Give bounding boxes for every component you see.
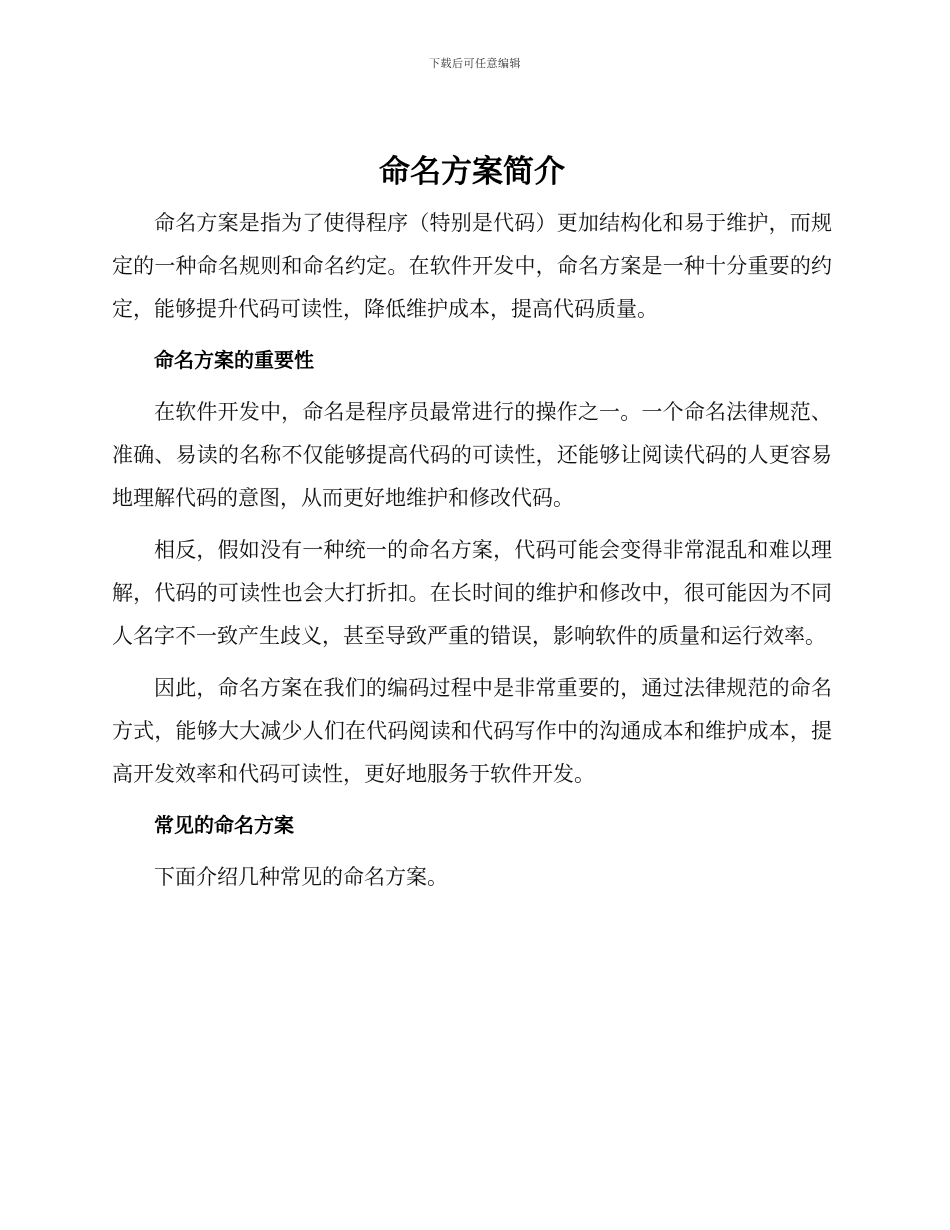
common-schemes-paragraph-1: 下面介绍几种常见的命名方案。 (154, 865, 448, 889)
importance-paragraph-2: 相反，假如没有一种统一的命名方案，代码可能会变得非常混乱和难以理解，代码的可读性也会大打折扣。在长时间的维护和修改中，很可能因为不同人名字不一致产生歧义，甚至导致严重的错误，影响软件的质量和运行效率。 (112, 538, 832, 648)
document-body (112, 150, 832, 899)
section-heading-common-schemes: 常见的命名方案 (154, 813, 294, 837)
document-title: 命名方案简介 (379, 154, 565, 190)
importance-paragraph-3: 因此，命名方案在我们的编码过程中是非常重要的，通过法律规范的命名方式，能够大大减少人们在代码阅读和代码写作中的沟通成本和维护成本，提高开发效率和代码可读性，更好地服务于软件开发。 (112, 676, 832, 786)
importance-paragraph-1: 在软件开发中，命名是程序员最常进行的操作之一。一个命名法律规范、准确、易读的名称不仅能够提高代码的可读性，还能够让阅读代码的人更容易地理解代码的意图，从而更好地维护和修改代码。 (112, 400, 832, 510)
section-heading-importance: 命名方案的重要性 (154, 348, 314, 372)
header-note: 下载后可任意编辑 (429, 57, 521, 70)
intro-paragraph: 命名方案是指为了使得程序（特别是代码）更加结构化和易于维护，而规定的一种命名规则和命名约定。在软件开发中，命名方案是一种十分重要的约定，能够提升代码可读性，降低维护成本，提高代码质量。 (112, 211, 832, 321)
